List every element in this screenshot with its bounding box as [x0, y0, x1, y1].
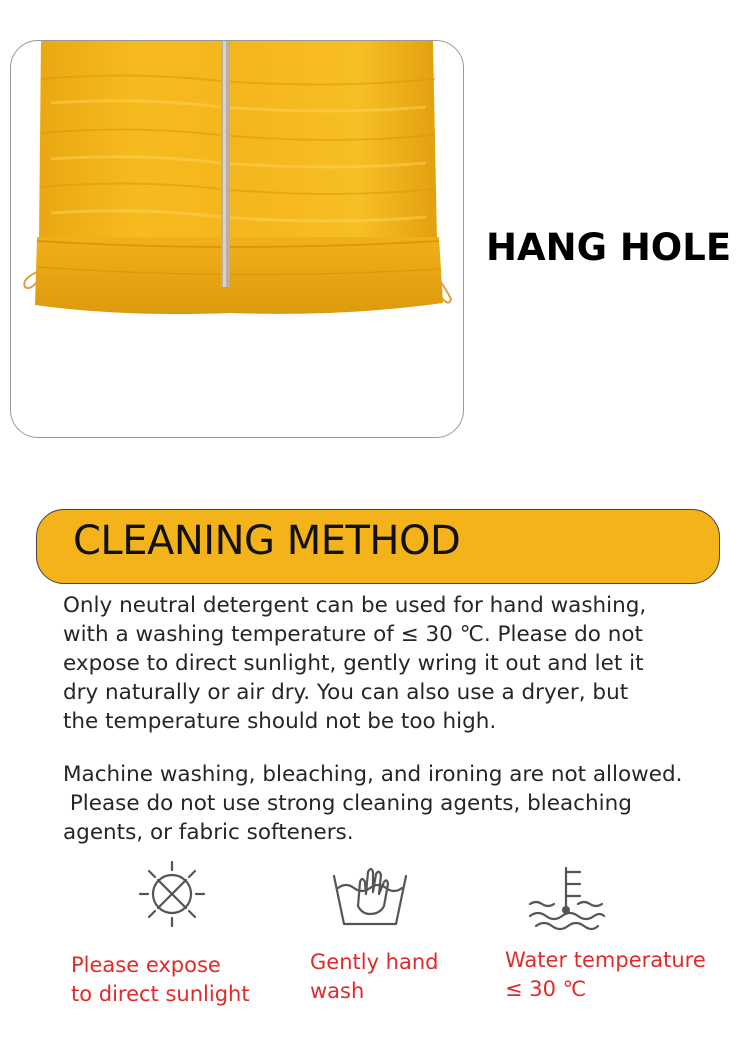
- caption-no-sunlight: [71, 951, 250, 1009]
- paragraph-line: with a washing temperature of ≤ 30 ℃. Please do not: [63, 622, 643, 647]
- caption-line: wash: [310, 979, 365, 1003]
- sleeping-bag-image: [11, 41, 464, 438]
- paragraph-line: Machine washing, bleaching, and ironing are not allowed.: [63, 762, 683, 787]
- paragraph-line: expose to direct sunlight, gently wring it out and let it: [63, 651, 644, 676]
- caption-line: Please expose: [71, 953, 221, 977]
- paragraph-line: Only neutral detergent can be used for hand washing,: [63, 593, 647, 618]
- cleaning-paragraph-1: [63, 591, 723, 736]
- caption-line: to direct sunlight: [71, 982, 250, 1006]
- product-photo: [10, 40, 464, 438]
- cleaning-method-title: CLEANING METHOD: [73, 518, 461, 564]
- hang-hole-title: HANG HOLE: [486, 226, 732, 269]
- caption-line: ≤ 30 ℃: [505, 977, 587, 1001]
- paragraph-line: dry naturally or air dry. You can also use a dryer, but: [63, 680, 629, 705]
- caption-line: Water temperature: [505, 948, 706, 972]
- paragraph-line: Please do not use strong cleaning agents, bleaching: [63, 791, 632, 816]
- cleaning-paragraph-2: [63, 760, 743, 847]
- no-sunlight-icon: [134, 856, 210, 937]
- hand-wash-icon: [330, 862, 412, 937]
- paragraph-line: the temperature should not be too high.: [63, 709, 497, 734]
- cleaning-method-banner: [36, 509, 720, 584]
- water-temperature-icon: [526, 862, 608, 939]
- caption-hand-wash: [310, 948, 439, 1006]
- caption-line: Gently hand: [310, 950, 439, 974]
- caption-water-temperature: [505, 946, 706, 1004]
- paragraph-line: agents, or fabric softeners.: [63, 820, 354, 845]
